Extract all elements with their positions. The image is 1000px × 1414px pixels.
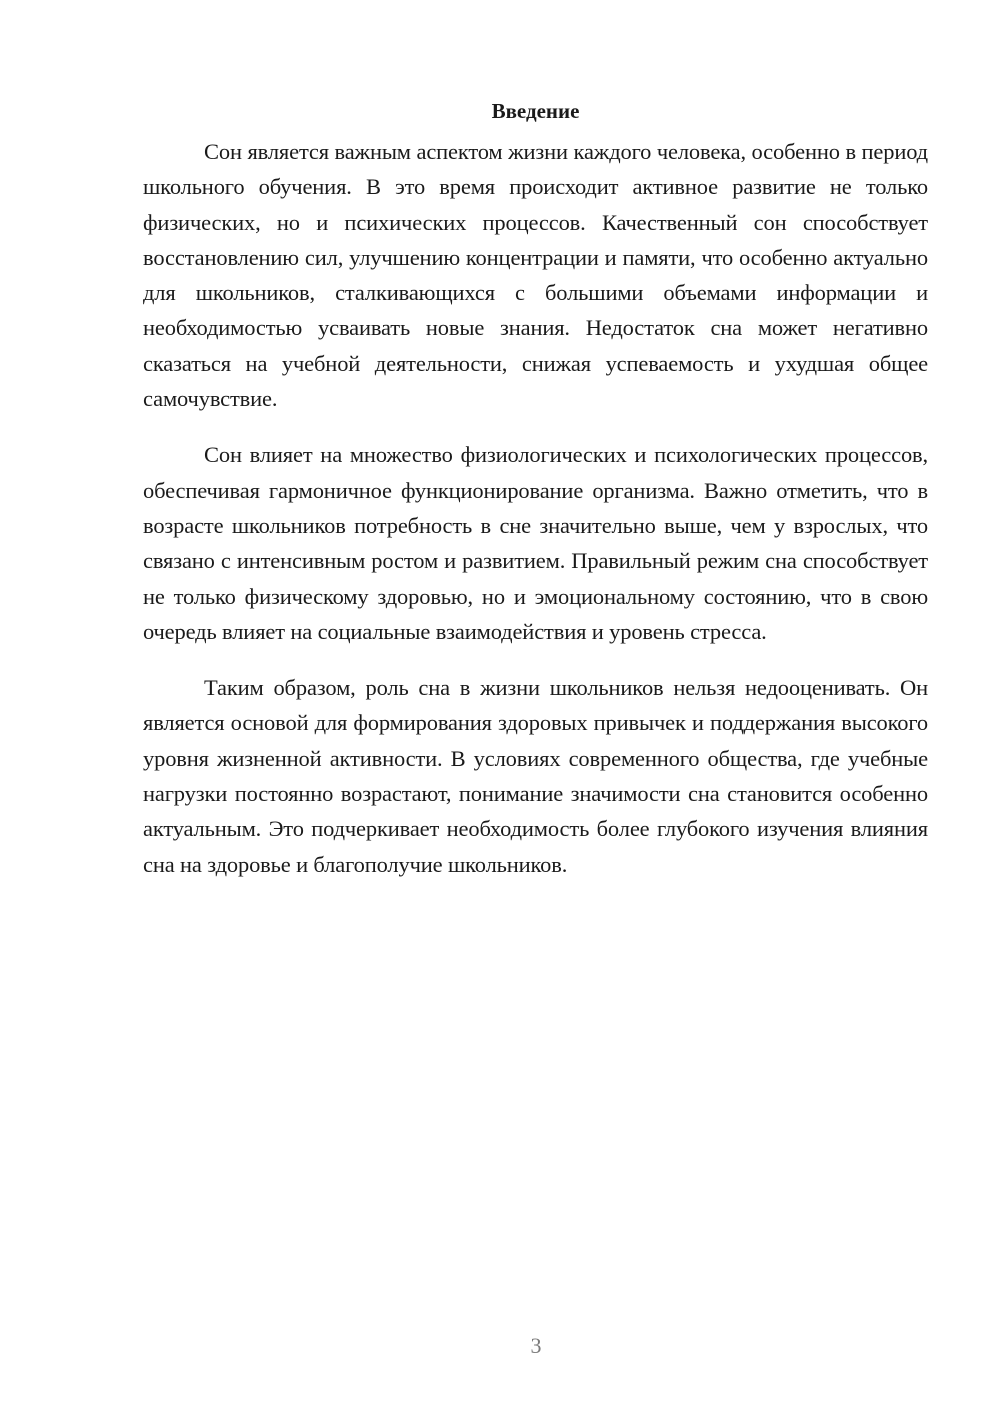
section-heading: Введение xyxy=(491,99,580,123)
page-number: 3 xyxy=(530,1333,542,1358)
paragraph-1: Сон является важным аспектом жизни каждого человека, особенно в период школьного обучения. В это время происходит активное развитие не только физических, но и психических процессов. Качественный сон способствует восстановлению сил, улучшению концентрации и памяти, что особенно актуально для школьников, сталкивающихся с большими объемами информации и необходимостью усваивать новые знания. Недостаток сна может негативно сказаться на учебной деятельности, снижая успеваемость и ухудшая общее самочувствие. xyxy=(143,139,928,412)
paragraph-2: Сон влияет на множество физиологических и психологических процессов, обеспечивая гармоничное функционирование организма. Важно отметить, что в возрасте школьников потребность в сне значительно выше, чем у взрослых, что связано с интенсивным ростом и развитием. Правильный режим сна способствует не только физическому здоровью, но и эмоциональному состоянию, что в свою очередь влияет на социальные взаимодействия и уровень стресса. xyxy=(143,442,928,644)
page-content xyxy=(143,96,928,903)
paragraph-3: Таким образом, роль сна в жизни школьников нельзя недооценивать. Он является основой для формирования здоровых привычек и поддержания высокого уровня жизненной активности. В условиях современного общества, где учебные нагрузки постоянно возрастают, понимание значимости сна становится особенно актуальным. Это подчеркивает необходимость более глубокого изучения влияния сна на здоровье и благополучие школьников. xyxy=(143,675,928,877)
